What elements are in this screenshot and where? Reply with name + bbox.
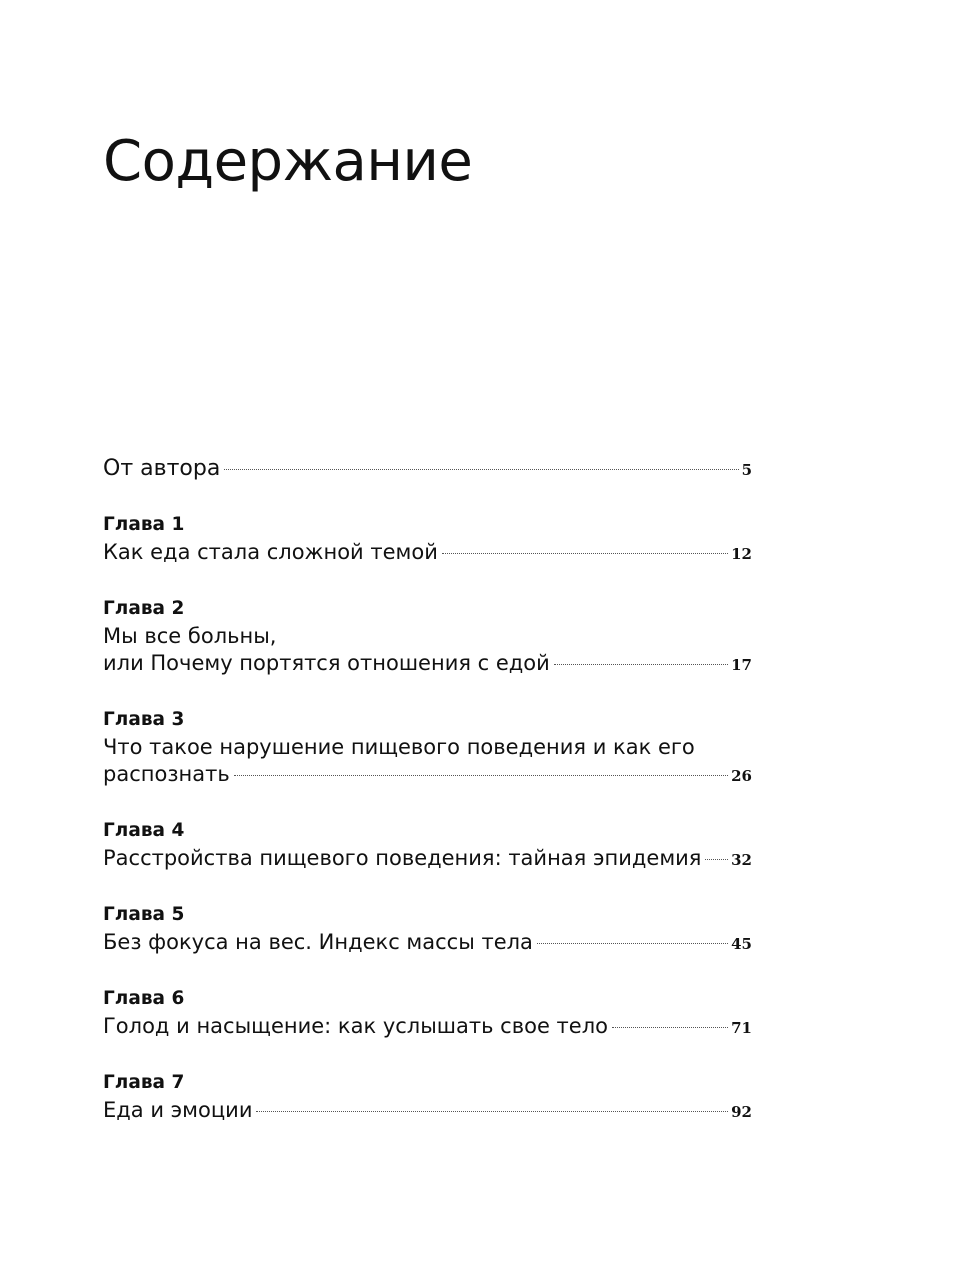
toc-entry-title: или Почему портятся отношения с едой bbox=[103, 651, 550, 675]
toc-entry-chapter-2[interactable] bbox=[103, 595, 752, 677]
page-number: 45 bbox=[731, 935, 752, 953]
chapter-label: Глава 7 bbox=[103, 1072, 185, 1093]
toc-entry-title: Без фокуса на вес. Индекс массы тела bbox=[103, 930, 533, 954]
toc-entry-title-line: Что такое нарушение пищевого поведения и как его bbox=[103, 735, 695, 759]
toc-entry-line bbox=[103, 455, 752, 482]
page-number: 12 bbox=[731, 545, 752, 563]
toc-entry-line bbox=[103, 1097, 752, 1124]
toc-entry-chapter-1[interactable] bbox=[103, 511, 752, 566]
toc-entry-title: Как еда стала сложной темой bbox=[103, 540, 438, 564]
chapter-label: Глава 6 bbox=[103, 988, 185, 1009]
toc-entry-title: Голод и насыщение: как услышать свое тело bbox=[103, 1014, 608, 1038]
toc-entry-line bbox=[103, 1013, 752, 1040]
dot-leader bbox=[234, 775, 728, 776]
chapter-label: Глава 2 bbox=[103, 598, 185, 619]
dot-leader bbox=[442, 553, 728, 554]
chapter-label: Глава 3 bbox=[103, 709, 185, 730]
toc-entry-chapter-5[interactable] bbox=[103, 901, 752, 956]
toc-entry-line bbox=[103, 761, 752, 788]
dot-leader bbox=[612, 1027, 728, 1028]
page-number: 32 bbox=[731, 851, 752, 869]
toc-entry-line bbox=[103, 845, 752, 872]
toc-entry-chapter-4[interactable] bbox=[103, 817, 752, 872]
page-number: 92 bbox=[731, 1103, 752, 1121]
toc-entry-chapter-6[interactable] bbox=[103, 985, 752, 1040]
toc-entry-chapter-7[interactable] bbox=[103, 1069, 752, 1124]
page-number: 71 bbox=[731, 1019, 752, 1037]
dot-leader bbox=[256, 1111, 728, 1112]
toc-entry-line bbox=[103, 650, 752, 677]
toc-entry-title-line: Мы все больны, bbox=[103, 624, 277, 648]
toc-entry-line bbox=[103, 539, 752, 566]
chapter-label: Глава 5 bbox=[103, 904, 185, 925]
dot-leader bbox=[537, 943, 728, 944]
toc-entry-chapter-3[interactable] bbox=[103, 706, 752, 788]
chapter-label: Глава 4 bbox=[103, 820, 185, 841]
chapter-label: Глава 1 bbox=[103, 514, 185, 535]
toc-entry-title: Расстройства пищевого поведения: тайная эпидемия bbox=[103, 846, 702, 870]
toc-entry-line bbox=[103, 929, 752, 956]
page-number: 17 bbox=[731, 656, 752, 674]
dot-leader bbox=[705, 859, 728, 860]
page-number: 5 bbox=[741, 461, 752, 479]
page-title: Содержание bbox=[103, 129, 473, 194]
table-of-contents bbox=[103, 455, 752, 1124]
toc-entry-intro[interactable] bbox=[103, 455, 752, 482]
page-number: 26 bbox=[731, 767, 752, 785]
toc-entry-title: От автора bbox=[103, 456, 221, 481]
dot-leader bbox=[224, 469, 738, 470]
toc-entry-title: распознать bbox=[103, 762, 230, 786]
toc-entry-title: Еда и эмоции bbox=[103, 1098, 253, 1122]
dot-leader bbox=[554, 664, 728, 665]
